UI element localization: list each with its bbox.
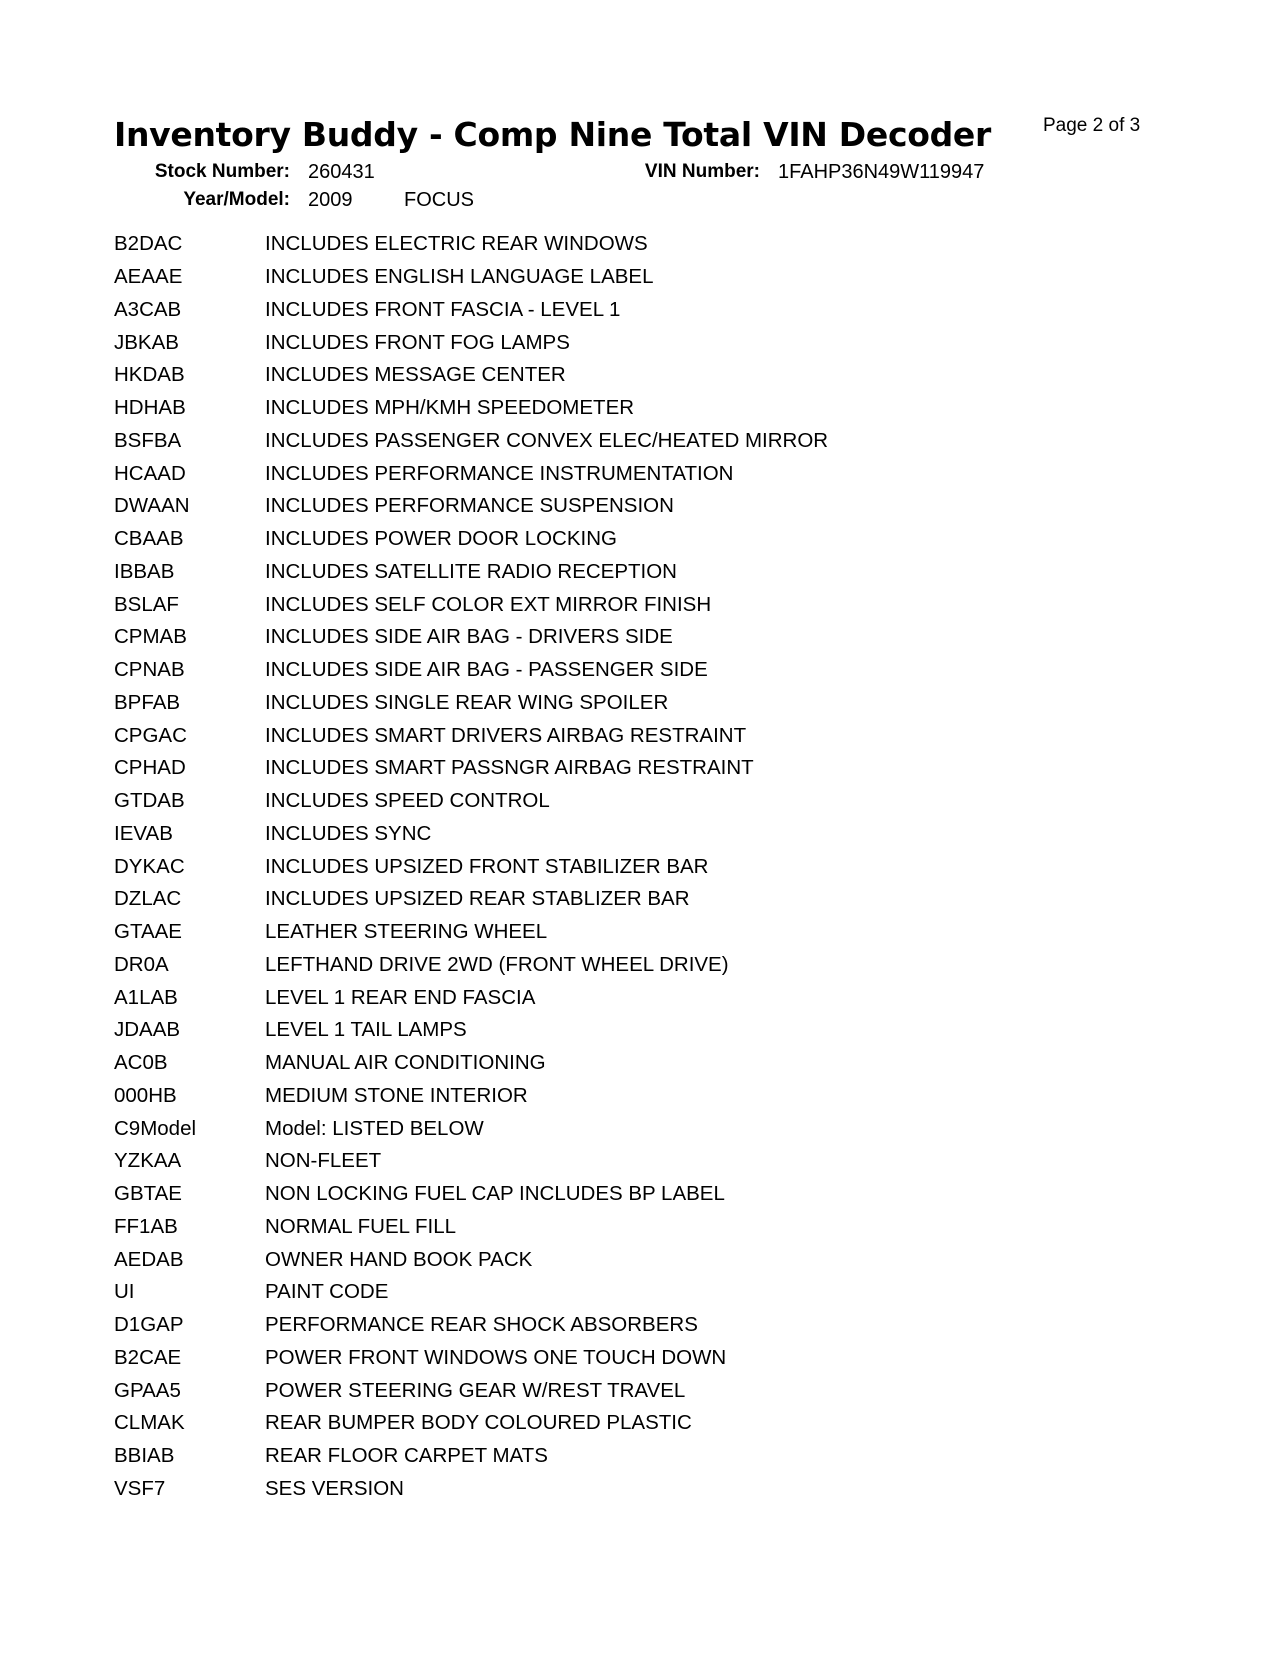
list-item: [114, 588, 828, 621]
option-code: AEAAE: [114, 265, 183, 289]
stock-number-value: 260431: [308, 161, 375, 183]
option-code: HKDAB: [114, 363, 185, 387]
option-code: GBTAE: [114, 1182, 182, 1206]
list-item: [114, 294, 828, 327]
option-code: DYKAC: [114, 854, 185, 878]
option-description: POWER STEERING GEAR W/REST TRAVEL: [265, 1378, 686, 1402]
model-value: FOCUS: [404, 189, 474, 211]
list-item: [114, 1047, 828, 1080]
option-code: B2CAE: [114, 1345, 182, 1369]
list-item: [114, 654, 828, 687]
option-description: INCLUDES SIDE AIR BAG - DRIVERS SIDE: [265, 625, 673, 649]
list-item: [114, 916, 828, 949]
option-description: LEFTHAND DRIVE 2WD (FRONT WHEEL DRIVE): [265, 952, 729, 976]
option-description: INCLUDES SYNC: [265, 821, 432, 845]
option-description: LEATHER STEERING WHEEL: [265, 920, 548, 944]
list-item: [114, 785, 828, 818]
list-item: [114, 457, 828, 490]
option-code: YZKAA: [114, 1149, 182, 1173]
option-description: POWER FRONT WINDOWS ONE TOUCH DOWN: [265, 1345, 727, 1369]
list-item: [114, 490, 828, 523]
option-code: CPNAB: [114, 658, 185, 682]
option-description: INCLUDES MPH/KMH SPEEDOMETER: [265, 396, 635, 420]
option-description: INCLUDES UPSIZED REAR STABLIZER BAR: [265, 887, 690, 911]
option-code: CPMAB: [114, 625, 187, 649]
option-code: DZLAC: [114, 887, 182, 911]
option-code: JDAAB: [114, 1018, 181, 1042]
option-description: INCLUDES SIDE AIR BAG - PASSENGER SIDE: [265, 658, 708, 682]
option-description: INCLUDES ENGLISH LANGUAGE LABEL: [265, 265, 654, 289]
option-description: INCLUDES UPSIZED FRONT STABILIZER BAR: [265, 854, 709, 878]
option-code: UI: [114, 1280, 135, 1304]
option-description: PERFORMANCE REAR SHOCK ABSORBERS: [265, 1313, 698, 1337]
list-item: [114, 1178, 828, 1211]
option-description: INCLUDES MESSAGE CENTER: [265, 363, 566, 387]
option-description: INCLUDES SMART PASSNGR AIRBAG RESTRAINT: [265, 756, 754, 780]
option-code: GTDAB: [114, 789, 185, 813]
option-code: DWAAN: [114, 494, 190, 518]
option-code: JBKAB: [114, 330, 179, 354]
stock-number-label: Stock Number:: [154, 161, 290, 182]
list-item: [114, 392, 828, 425]
option-code: HDHAB: [114, 396, 186, 420]
option-code: VSF7: [114, 1476, 166, 1500]
option-code: BSLAF: [114, 592, 179, 616]
list-item: [114, 621, 828, 654]
option-description: INCLUDES PERFORMANCE SUSPENSION: [265, 494, 674, 518]
option-code: BPFAB: [114, 690, 181, 714]
option-code: B2DAC: [114, 232, 183, 256]
list-item: [114, 556, 828, 589]
option-description: INCLUDES PASSENGER CONVEX ELEC/HEATED MIRROR: [265, 428, 829, 452]
option-description: MANUAL AIR CONDITIONING: [265, 1051, 546, 1075]
year-value: 2009: [308, 189, 353, 211]
option-description: REAR FLOOR CARPET MATS: [265, 1444, 548, 1468]
option-description: INCLUDES FRONT FOG LAMPS: [265, 330, 570, 354]
vin-number-label: VIN Number:: [644, 161, 760, 182]
option-code: 000HB: [114, 1083, 177, 1107]
option-description: INCLUDES SMART DRIVERS AIRBAG RESTRAINT: [265, 723, 747, 747]
list-item: [114, 850, 828, 883]
option-code: IEVAB: [114, 821, 173, 845]
option-code: GPAA5: [114, 1378, 181, 1402]
list-item: [114, 1473, 828, 1506]
option-code: CBAAB: [114, 527, 184, 551]
list-item: [114, 1309, 828, 1342]
option-code: C9Model: [114, 1116, 197, 1140]
option-description: LEVEL 1 REAR END FASCIA: [265, 985, 536, 1009]
list-item: [114, 1243, 828, 1276]
list-item: [114, 1211, 828, 1244]
list-item: [114, 228, 828, 261]
option-description: REAR BUMPER BODY COLOURED PLASTIC: [265, 1411, 692, 1435]
option-description: INCLUDES SINGLE REAR WING SPOILER: [265, 690, 669, 714]
list-item: [114, 1407, 828, 1440]
option-code: FF1AB: [114, 1214, 178, 1238]
list-item: [114, 1014, 828, 1047]
option-description: OWNER HAND BOOK PACK: [265, 1247, 533, 1271]
list-item: [114, 261, 828, 294]
option-code-list: [114, 228, 828, 1505]
option-code: A3CAB: [114, 297, 182, 321]
option-description: INCLUDES POWER DOOR LOCKING: [265, 527, 617, 551]
list-item: [114, 752, 828, 785]
list-item: [114, 1276, 828, 1309]
list-item: [114, 523, 828, 556]
list-item: [114, 883, 828, 916]
option-code: A1LAB: [114, 985, 178, 1009]
option-description: INCLUDES ELECTRIC REAR WINDOWS: [265, 232, 648, 256]
option-code: IBBAB: [114, 559, 175, 583]
option-code: AC0B: [114, 1051, 168, 1075]
list-item: [114, 719, 828, 752]
option-code: HCAAD: [114, 461, 186, 485]
year-model-label: Year/Model:: [183, 189, 290, 210]
list-item: [114, 1112, 828, 1145]
list-item: [114, 1145, 828, 1178]
option-code: CPGAC: [114, 723, 187, 747]
option-description: INCLUDES SELF COLOR EXT MIRROR FINISH: [265, 592, 712, 616]
list-item: [114, 981, 828, 1014]
option-code: AEDAB: [114, 1247, 184, 1271]
list-item: [114, 687, 828, 720]
list-item: [114, 949, 828, 982]
option-description: SES VERSION: [265, 1476, 404, 1500]
option-description: INCLUDES SPEED CONTROL: [265, 789, 550, 813]
option-code: DR0A: [114, 952, 169, 976]
option-code: D1GAP: [114, 1313, 184, 1337]
option-code: CPHAD: [114, 756, 186, 780]
list-item: [114, 359, 828, 392]
list-item: [114, 1374, 828, 1407]
list-item: [114, 1440, 828, 1473]
option-description: LEVEL 1 TAIL LAMPS: [265, 1018, 467, 1042]
option-description: Model: LISTED BELOW: [265, 1116, 484, 1140]
option-description: PAINT CODE: [265, 1280, 389, 1304]
list-item: [114, 425, 828, 458]
option-description: NORMAL FUEL FILL: [265, 1214, 456, 1238]
option-code: BSFBA: [114, 428, 182, 452]
list-item: [114, 1080, 828, 1113]
option-code: GTAAE: [114, 920, 182, 944]
option-description: INCLUDES SATELLITE RADIO RECEPTION: [265, 559, 677, 583]
list-item: [114, 1342, 828, 1375]
list-item: [114, 326, 828, 359]
document-title: Inventory Buddy - Comp Nine Total VIN Decoder: [114, 115, 991, 154]
option-description: INCLUDES PERFORMANCE INSTRUMENTATION: [265, 461, 734, 485]
option-description: NON-FLEET: [265, 1149, 382, 1173]
option-description: INCLUDES FRONT FASCIA - LEVEL 1: [265, 297, 621, 321]
option-code: CLMAK: [114, 1411, 185, 1435]
option-code: BBIAB: [114, 1444, 175, 1468]
option-description: MEDIUM STONE INTERIOR: [265, 1083, 528, 1107]
option-description: NON LOCKING FUEL CAP INCLUDES BP LABEL: [265, 1182, 725, 1206]
list-item: [114, 818, 828, 851]
vin-number-value: 1FAHP36N49W119947: [778, 161, 985, 183]
page-number: Page 2 of 3: [1043, 115, 1141, 136]
